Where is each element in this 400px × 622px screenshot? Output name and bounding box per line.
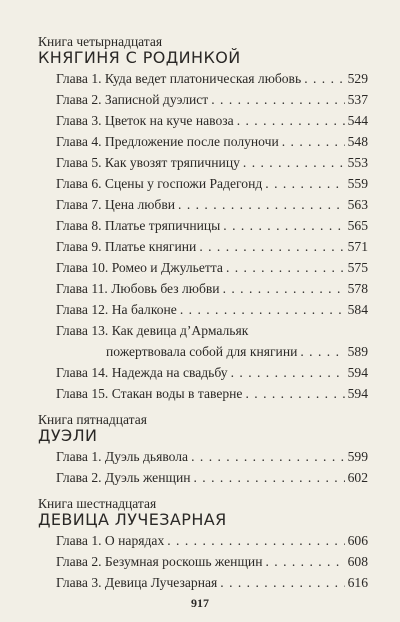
toc-entry xyxy=(56,112,368,130)
toc-entry xyxy=(56,574,368,592)
chapter-title: Глава 6. Сцены у госпожи Радегонд xyxy=(56,176,263,191)
chapter-page: 575 xyxy=(347,260,368,275)
chapter-page: 559 xyxy=(347,176,368,191)
chapter-title: Глава 1. О нарядах xyxy=(56,533,165,548)
chapter-title: Глава 5. Как увозят тряпичницу xyxy=(56,155,240,170)
chapter-page: 544 xyxy=(347,113,368,128)
chapter-page: 602 xyxy=(347,470,368,485)
chapter-page: 594 xyxy=(347,386,368,401)
toc-entry xyxy=(56,217,368,235)
leader-dots xyxy=(178,196,345,214)
chapter-page: 563 xyxy=(347,197,368,212)
leader-dots xyxy=(245,385,344,403)
leader-dots xyxy=(199,238,344,256)
chapter-page: 565 xyxy=(347,218,368,233)
toc-entry xyxy=(56,301,368,319)
book-title: ДУЭЛИ xyxy=(38,426,98,445)
chapter-page: 578 xyxy=(347,281,368,296)
chapter-title: Глава 9. Платье княгини xyxy=(56,239,197,254)
chapter-title: Глава 2. Дуэль женщин xyxy=(56,470,191,485)
leader-dots xyxy=(300,343,344,361)
chapter-title: Глава 4. Предложение после полуночи xyxy=(56,134,279,149)
toc-entry xyxy=(56,469,368,487)
chapter-title: Глава 10. Ромео и Джульетта xyxy=(56,260,223,275)
toc-entry xyxy=(56,196,368,214)
chapter-page: 548 xyxy=(347,134,368,149)
leader-dots xyxy=(237,112,345,130)
leader-dots xyxy=(223,280,345,298)
chapter-page: 584 xyxy=(347,302,368,317)
toc-entry xyxy=(56,175,368,193)
toc-entry xyxy=(56,322,368,340)
toc-entry xyxy=(56,154,368,172)
toc-entry xyxy=(56,364,368,382)
leader-dots xyxy=(265,175,344,193)
leader-dots xyxy=(194,469,345,487)
chapter-page: 599 xyxy=(347,449,368,464)
leader-dots xyxy=(167,532,344,550)
leader-dots xyxy=(223,217,344,235)
chapter-title: Глава 1. Куда ведет платоническая любовь xyxy=(56,71,302,86)
book-label: Книга шестнадцатая xyxy=(38,496,157,511)
leader-dots xyxy=(282,133,345,151)
leader-dots xyxy=(226,259,345,277)
leader-dots xyxy=(211,91,344,109)
toc-entry-continuation xyxy=(106,343,368,361)
chapter-title: Глава 12. На балконе xyxy=(56,302,177,317)
book-label: Книга пятнадцатая xyxy=(38,412,147,427)
leader-dots xyxy=(265,553,344,571)
chapter-title-continuation: пожертвовала собой для княгини xyxy=(106,344,298,359)
chapter-page: 571 xyxy=(347,239,368,254)
chapter-title: Глава 2. Записной дуэлист xyxy=(56,92,209,107)
leader-dots xyxy=(304,70,344,88)
chapter-title: Глава 1. Дуэль дьявола xyxy=(56,449,189,464)
chapter-page: 589 xyxy=(347,344,368,359)
chapter-page: 553 xyxy=(347,155,368,170)
chapter-title: Глава 3. Девица Лучезарная xyxy=(56,575,218,590)
toc-entry xyxy=(56,448,368,466)
chapter-page: 594 xyxy=(347,365,368,380)
chapter-page: 606 xyxy=(347,533,368,548)
chapter-title: Глава 7. Цена любви xyxy=(56,197,176,212)
toc-entry xyxy=(56,385,368,403)
toc-entry xyxy=(56,280,368,298)
leader-dots xyxy=(220,574,344,592)
chapter-title: Глава 2. Безумная роскошь женщин xyxy=(56,554,263,569)
chapter-page: 529 xyxy=(347,71,368,86)
chapter-title: Глава 14. Надежда на свадьбу xyxy=(56,365,228,380)
toc-entry xyxy=(56,532,368,550)
chapter-page: 608 xyxy=(347,554,368,569)
toc-entry xyxy=(56,553,368,571)
toc-entry xyxy=(56,238,368,256)
page-number: 917 xyxy=(191,596,209,610)
leader-dots xyxy=(191,448,345,466)
chapter-title: Глава 15. Стакан воды в таверне xyxy=(56,386,243,401)
chapter-title: Глава 3. Цветок на куче навоза xyxy=(56,113,234,128)
leader-dots xyxy=(243,154,345,172)
chapter-title: Глава 8. Платье тряпичницы xyxy=(56,218,221,233)
toc-entry xyxy=(56,133,368,151)
chapter-page: 616 xyxy=(347,575,368,590)
toc-entry xyxy=(56,91,368,109)
book-title: ДЕВИЦА ЛУЧЕЗАРНАЯ xyxy=(38,510,227,529)
leader-dots xyxy=(231,364,345,382)
chapter-page: 537 xyxy=(347,92,368,107)
book-title: КНЯГИНЯ С РОДИНКОЙ xyxy=(38,48,241,67)
leader-dots xyxy=(180,301,345,319)
book-label: Книга четырнадцатая xyxy=(38,34,163,49)
chapter-title: Глава 13. Как девица д’Армальяк xyxy=(56,323,249,338)
toc-entry xyxy=(56,259,368,277)
toc-entry xyxy=(56,70,368,88)
chapter-title: Глава 11. Любовь без любви xyxy=(56,281,220,296)
